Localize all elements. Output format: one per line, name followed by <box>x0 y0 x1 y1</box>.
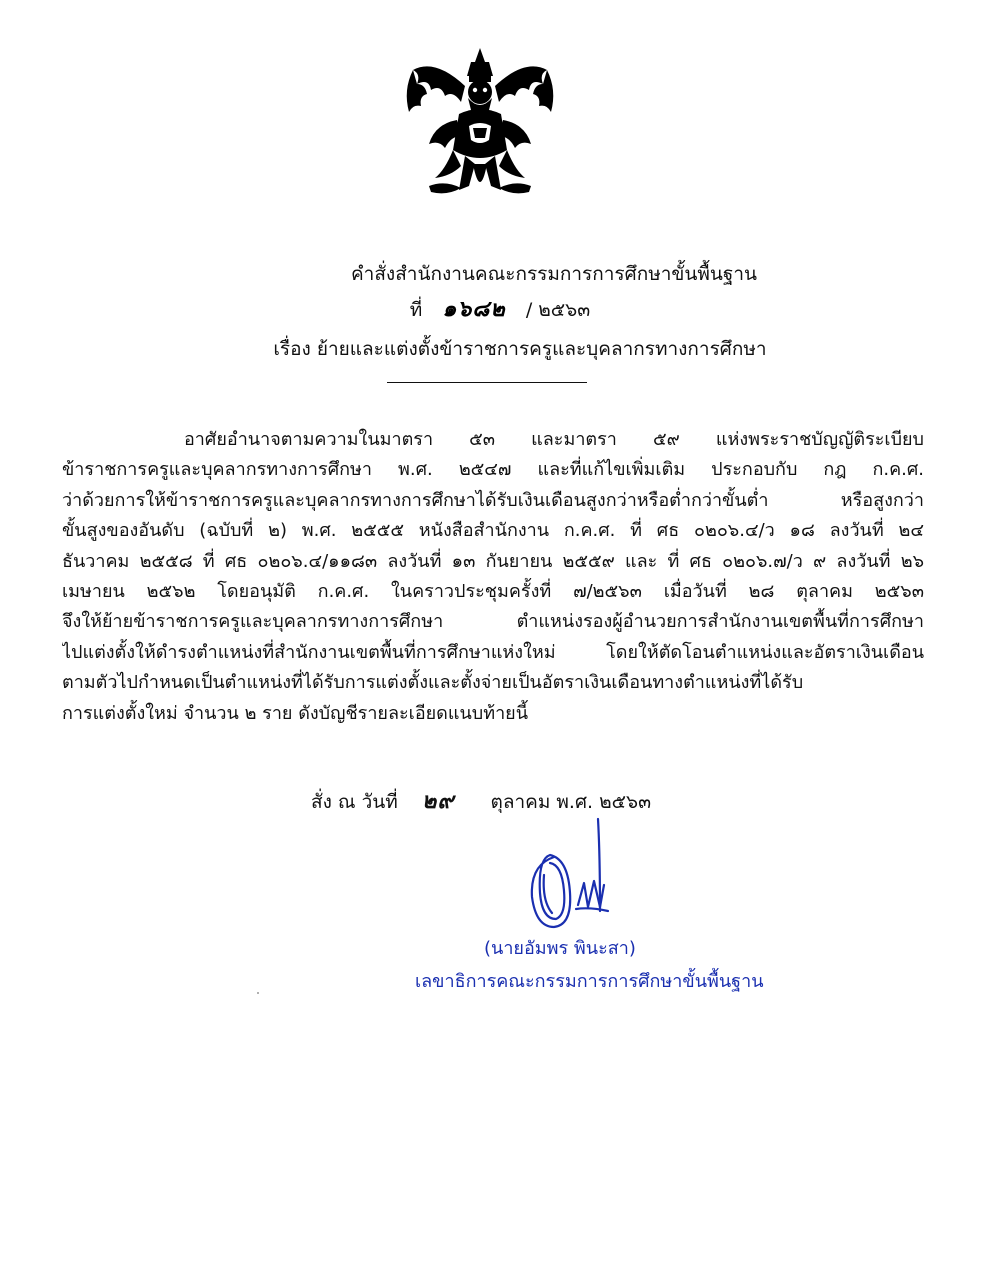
order-number-handwritten: ๑๖๘๒ <box>442 296 506 322</box>
signer-name: (นายอัมพร พินะสา) <box>484 938 636 959</box>
order-date-prefix: สั่ง ณ วันที่ <box>311 791 398 813</box>
order-number-separator: / <box>525 299 533 321</box>
body-line: ข้าราชการครูและบุคลากรทางการศึกษา พ.ศ. ๒๕๔๗ และที่แก้ไขเพิ่มเติม ประกอบกับ กฎ ก.ค.ศ. <box>62 459 924 481</box>
body-line: ว่าด้วยการให้ข้าราชการครูและบุคลากรทางการศึกษาได้รับเงินเดือนสูงกว่าหรือต่ำกว่าขั้นต่ำ หรือสูงกว่า <box>62 489 924 511</box>
body-line: ไปแต่งตั้งให้ดำรงตำแหน่งที่สำนักงานเขตพื้นที่การศึกษาแห่งใหม่ โดยให้ตัดโอนตำแหน่งและอัตราเงินเดือน <box>62 641 924 663</box>
order-number-year: ๒๕๖๓ <box>538 299 591 321</box>
garuda-emblem <box>395 40 565 210</box>
scan-speck <box>257 992 259 994</box>
handwritten-signature <box>520 815 630 940</box>
order-number <box>0 297 1000 322</box>
body-line: ขั้นสูงของอันดับ (ฉบับที่ ๒) พ.ศ. ๒๕๕๕ หนังสือสำนักงาน ก.ค.ศ. ที่ ศธ ๐๒๐๖.๔/ว ๑๘ ลงวันที่ ๒๔ <box>62 520 924 542</box>
body-line: ตามตัวไปกำหนดเป็นตำแหน่งที่ได้รับการแต่งตั้งและตั้งจ่ายเป็นอัตราเงินเดือนทางตำแหน่งที่ได้รับ <box>62 672 804 694</box>
body-line: จึงให้ย้ายข้าราชการครูและบุคลากรทางการศึกษา ตำแหน่งรองผู้อำนวยการสำนักงานเขตพื้นที่การศึกษา <box>62 611 924 633</box>
body-line: อาศัยอำนาจตามความในมาตรา ๕๓ และมาตรา ๕๙ แห่งพระราชบัญญัติระเบียบ <box>184 429 924 450</box>
order-date <box>311 788 651 815</box>
order-body <box>62 425 924 729</box>
body-line: การแต่งตั้งใหม่ จำนวน ๒ ราย ดังบัญชีรายละเอียดแนบท้ายนี้ <box>62 702 529 724</box>
order-subject: เรื่อง ย้ายและแต่งตั้งข้าราชการครูและบุคลากรทางการศึกษา <box>273 338 767 360</box>
order-number-prefix: ที่ <box>409 299 423 321</box>
order-month-year: ตุลาคม พ.ศ. ๒๕๖๓ <box>490 791 652 813</box>
signer-position: เลขาธิการคณะกรรมการการศึกษาขั้นพื้นฐาน <box>415 971 764 992</box>
body-line: ธันวาคม ๒๕๕๘ ที่ ศธ ๐๒๐๖.๔/๑๑๘๓ ลงวันที่ ๑๓ กันยายน ๒๕๕๙ และ ที่ ศธ ๐๒๐๖.๗/ว ๙ ลงวันที่ ๒๖ <box>62 550 924 572</box>
body-line: เมษายน ๒๕๖๒ โดยอนุมัติ ก.ค.ศ. ในคราวประชุมครั้งที่ ๗/๒๕๖๓ เมื่อวันที่ ๒๘ ตุลาคม ๒๕๖๓ <box>62 581 924 603</box>
order-day-handwritten: ๒๙ <box>421 788 455 814</box>
heading-divider <box>387 382 587 383</box>
order-title: คำสั่งสำนักงานคณะกรรมการการศึกษาขั้นพื้นฐาน <box>350 263 758 285</box>
